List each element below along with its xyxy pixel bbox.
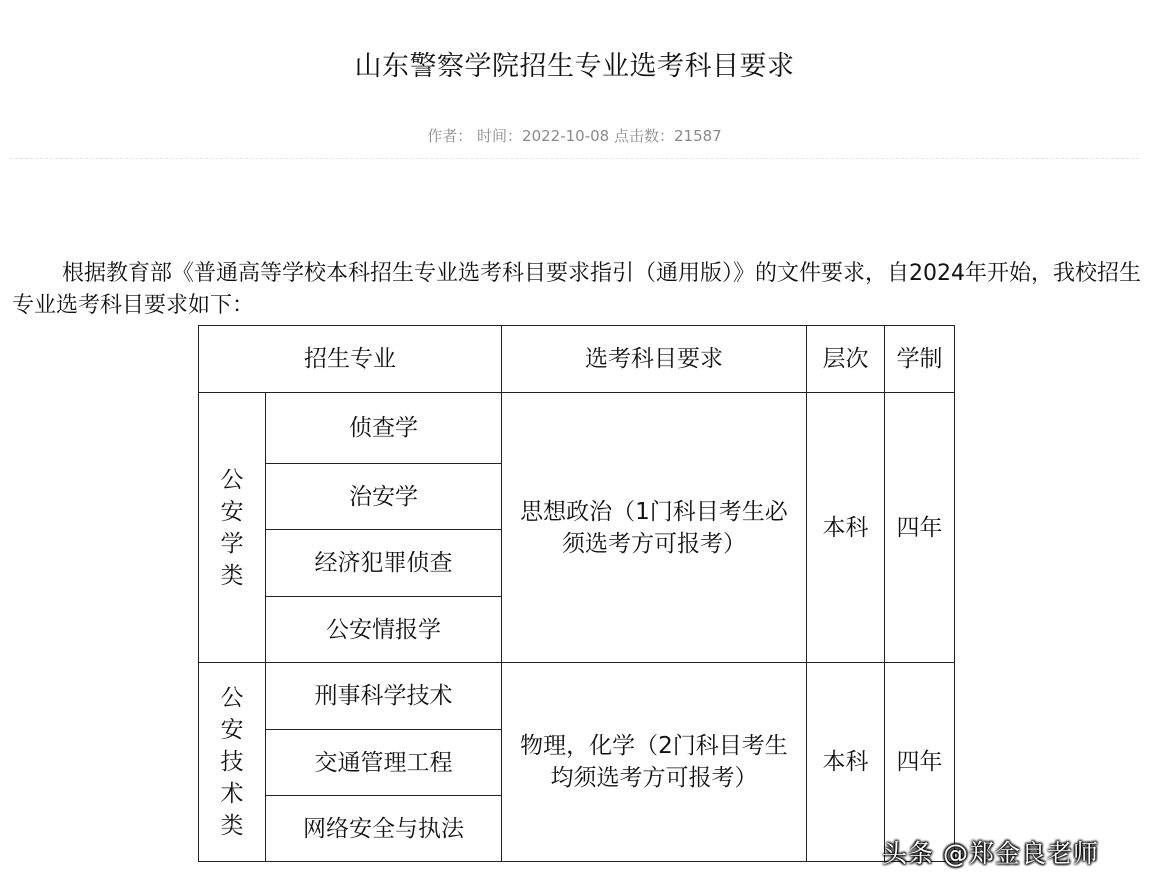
header-level: 层次 bbox=[807, 326, 885, 393]
header-major: 招生专业 bbox=[199, 326, 502, 393]
category-cell bbox=[199, 663, 266, 862]
requirement-cell: 思想政治（1门科目考生必须选考方可报考） bbox=[502, 393, 807, 663]
table-header-row bbox=[199, 326, 955, 393]
intro-paragraph: 根据教育部《普通高等学校本科招生专业选考科目要求指引（通用版）》的文件要求，自2024年开始，我校招生专业选考科目要求如下： bbox=[12, 261, 1141, 318]
watermark: 头条 @郑金良老师 bbox=[882, 839, 1099, 868]
duration-cell: 四年 bbox=[885, 393, 955, 663]
table-row bbox=[199, 393, 955, 464]
duration-cell: 四年 bbox=[885, 663, 955, 862]
major-cell: 侦查学 bbox=[266, 393, 502, 464]
divider bbox=[10, 158, 1139, 159]
major-cell: 经济犯罪侦查 bbox=[266, 530, 502, 597]
table-row bbox=[199, 663, 955, 730]
major-cell: 网络安全与执法 bbox=[266, 796, 502, 862]
level-cell: 本科 bbox=[807, 663, 885, 862]
category-label: 公 安 技 术 类 bbox=[220, 685, 244, 839]
level-cell: 本科 bbox=[807, 393, 885, 663]
major-cell: 交通管理工程 bbox=[266, 730, 502, 796]
page-title: 山东警察学院招生专业选考科目要求 bbox=[354, 51, 795, 82]
major-cell: 刑事科学技术 bbox=[266, 663, 502, 730]
article-meta: 作者： 时间：2022-10-08 点击数：21587 bbox=[427, 127, 722, 145]
major-cell: 治安学 bbox=[266, 464, 502, 530]
subject-requirements-table bbox=[198, 325, 955, 862]
category-label: 公 安 学 类 bbox=[220, 466, 244, 589]
header-requirement: 选考科目要求 bbox=[502, 326, 807, 393]
category-cell bbox=[199, 393, 266, 663]
major-cell: 公安情报学 bbox=[266, 597, 502, 663]
header-duration: 学制 bbox=[885, 326, 955, 393]
requirement-cell: 物理，化学（2门科目考生均须选考方可报考） bbox=[502, 663, 807, 862]
